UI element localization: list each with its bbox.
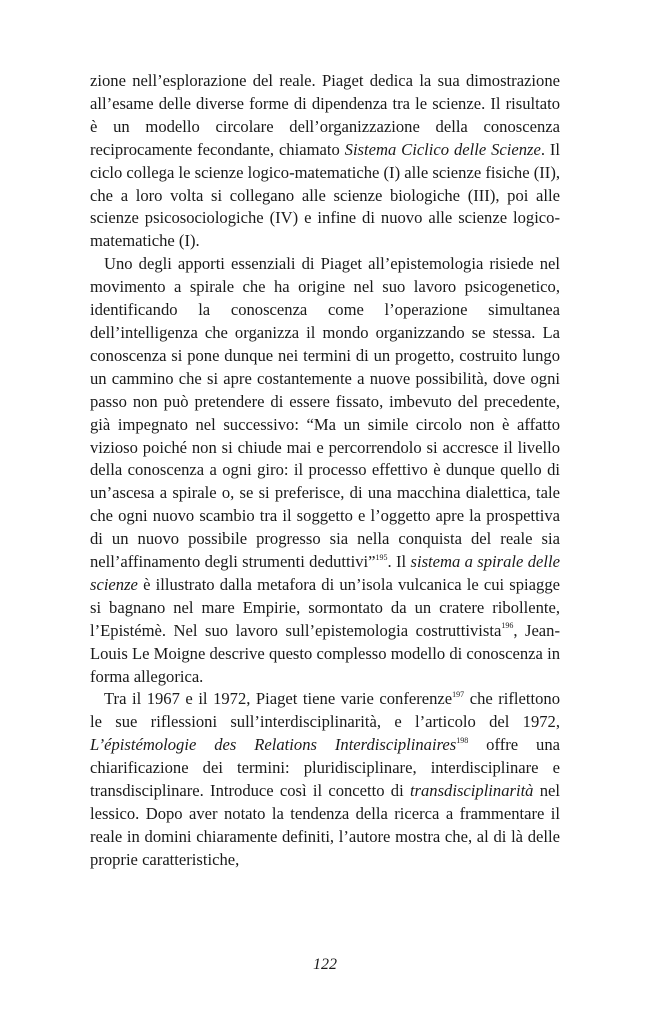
footnote-reference: 195 xyxy=(375,552,388,562)
page-number: 122 xyxy=(313,956,337,973)
text-run: Tra il 1967 e il 1972, Piaget tiene varie conferenze xyxy=(104,689,453,709)
text-run: , Jean-Louis Le Moigne descrive questo complesso modello di conoscenza in forma allegorica. xyxy=(90,620,561,686)
footnote-reference: 197 xyxy=(452,689,465,699)
text-run: offre una chiarificazione dei termini: pluridisciplinare, interdisciplinare e transdisciplinare. Introduce così il concetto di xyxy=(90,735,560,801)
text-run: nel lessico. Dopo aver notato la tendenza della ricerca a frammentare il reale in domini chiaramente definiti, l’autore mostra che, al di là delle proprie caratteristiche, xyxy=(90,781,561,869)
text-run: è illustrato dalla metafora di un’isola vulcanica le cui spiagge si bagnano nel mare Empirie, sormontato da un cratere ribollente, l’Epistémè. Nel suo lavoro sull’epistemologia costruttivista xyxy=(90,574,560,640)
text-run: che riflettono le sue riflessioni sull’interdisciplinarità, e l’articolo del 1972, xyxy=(90,689,561,732)
text-run: Uno degli apporti essenziali di Piaget all’epistemologia risiede nel movimento a spirale che ha origine nel suo lavoro psicogenetico, identificando la conoscenza come l’operazione simultanea dell’intelligenza che organizza il mondo organizzando se stessa. La conoscenza si pone dunque nei termini di un progetto, costruito lungo un cammino che si apre costantemente a nuove possibilità, dove ogni passo non può pretendere di essere fissato, imbevuto del precedente, già impegnato nel successivo: “Ma un simile circolo non è affatto vizioso poiché non si chiude mai e percorrendolo si accresce il livello della conoscenza a ogni giro: il processo effettivo è dunque quello di un’ascesa a spirale o, se si preferisce, di una macchina dialettica, tale che ogni nuovo scambio tra il soggetto e l’oggetto apre la prospettiva di un nuovo possibile progresso sia nella conquista del reale sia nell’affinamento degli strumenti deduttivi” xyxy=(90,254,560,572)
text-run: . Il ciclo collega le scienze logico-matematiche (I) alle scienze fisiche (II), che a loro volta si collegano alle scienze biologiche (III), poi alle scienze psicosociologiche (IV) e infine di nuovo alle scienze logico-matematiche (I). xyxy=(90,139,560,251)
text-run: zione nell’esplorazione del reale. Piaget dedica la sua dimostrazione all’esame delle diverse forme di dipendenza tra le scienze. Il risultato è un modello circolare dell’organizzazione della conoscenza reciprocamente fecondante, chiamato xyxy=(90,71,560,159)
italic-text: transdisciplinarità xyxy=(409,781,534,801)
text-run: . Il xyxy=(387,552,411,572)
italic-text: sistema a spirale delle scienze xyxy=(90,552,560,594)
paragraph xyxy=(90,253,560,688)
italic-text: L’épistémologie des Relations Interdisciplinaires xyxy=(90,735,457,755)
paragraph xyxy=(90,688,560,871)
italic-text: Sistema Ciclico delle Scienze xyxy=(344,139,541,159)
footnote-reference: 198 xyxy=(456,735,469,745)
paragraph xyxy=(90,70,560,253)
page-body-text xyxy=(90,70,560,872)
footnote-reference: 196 xyxy=(501,621,514,631)
